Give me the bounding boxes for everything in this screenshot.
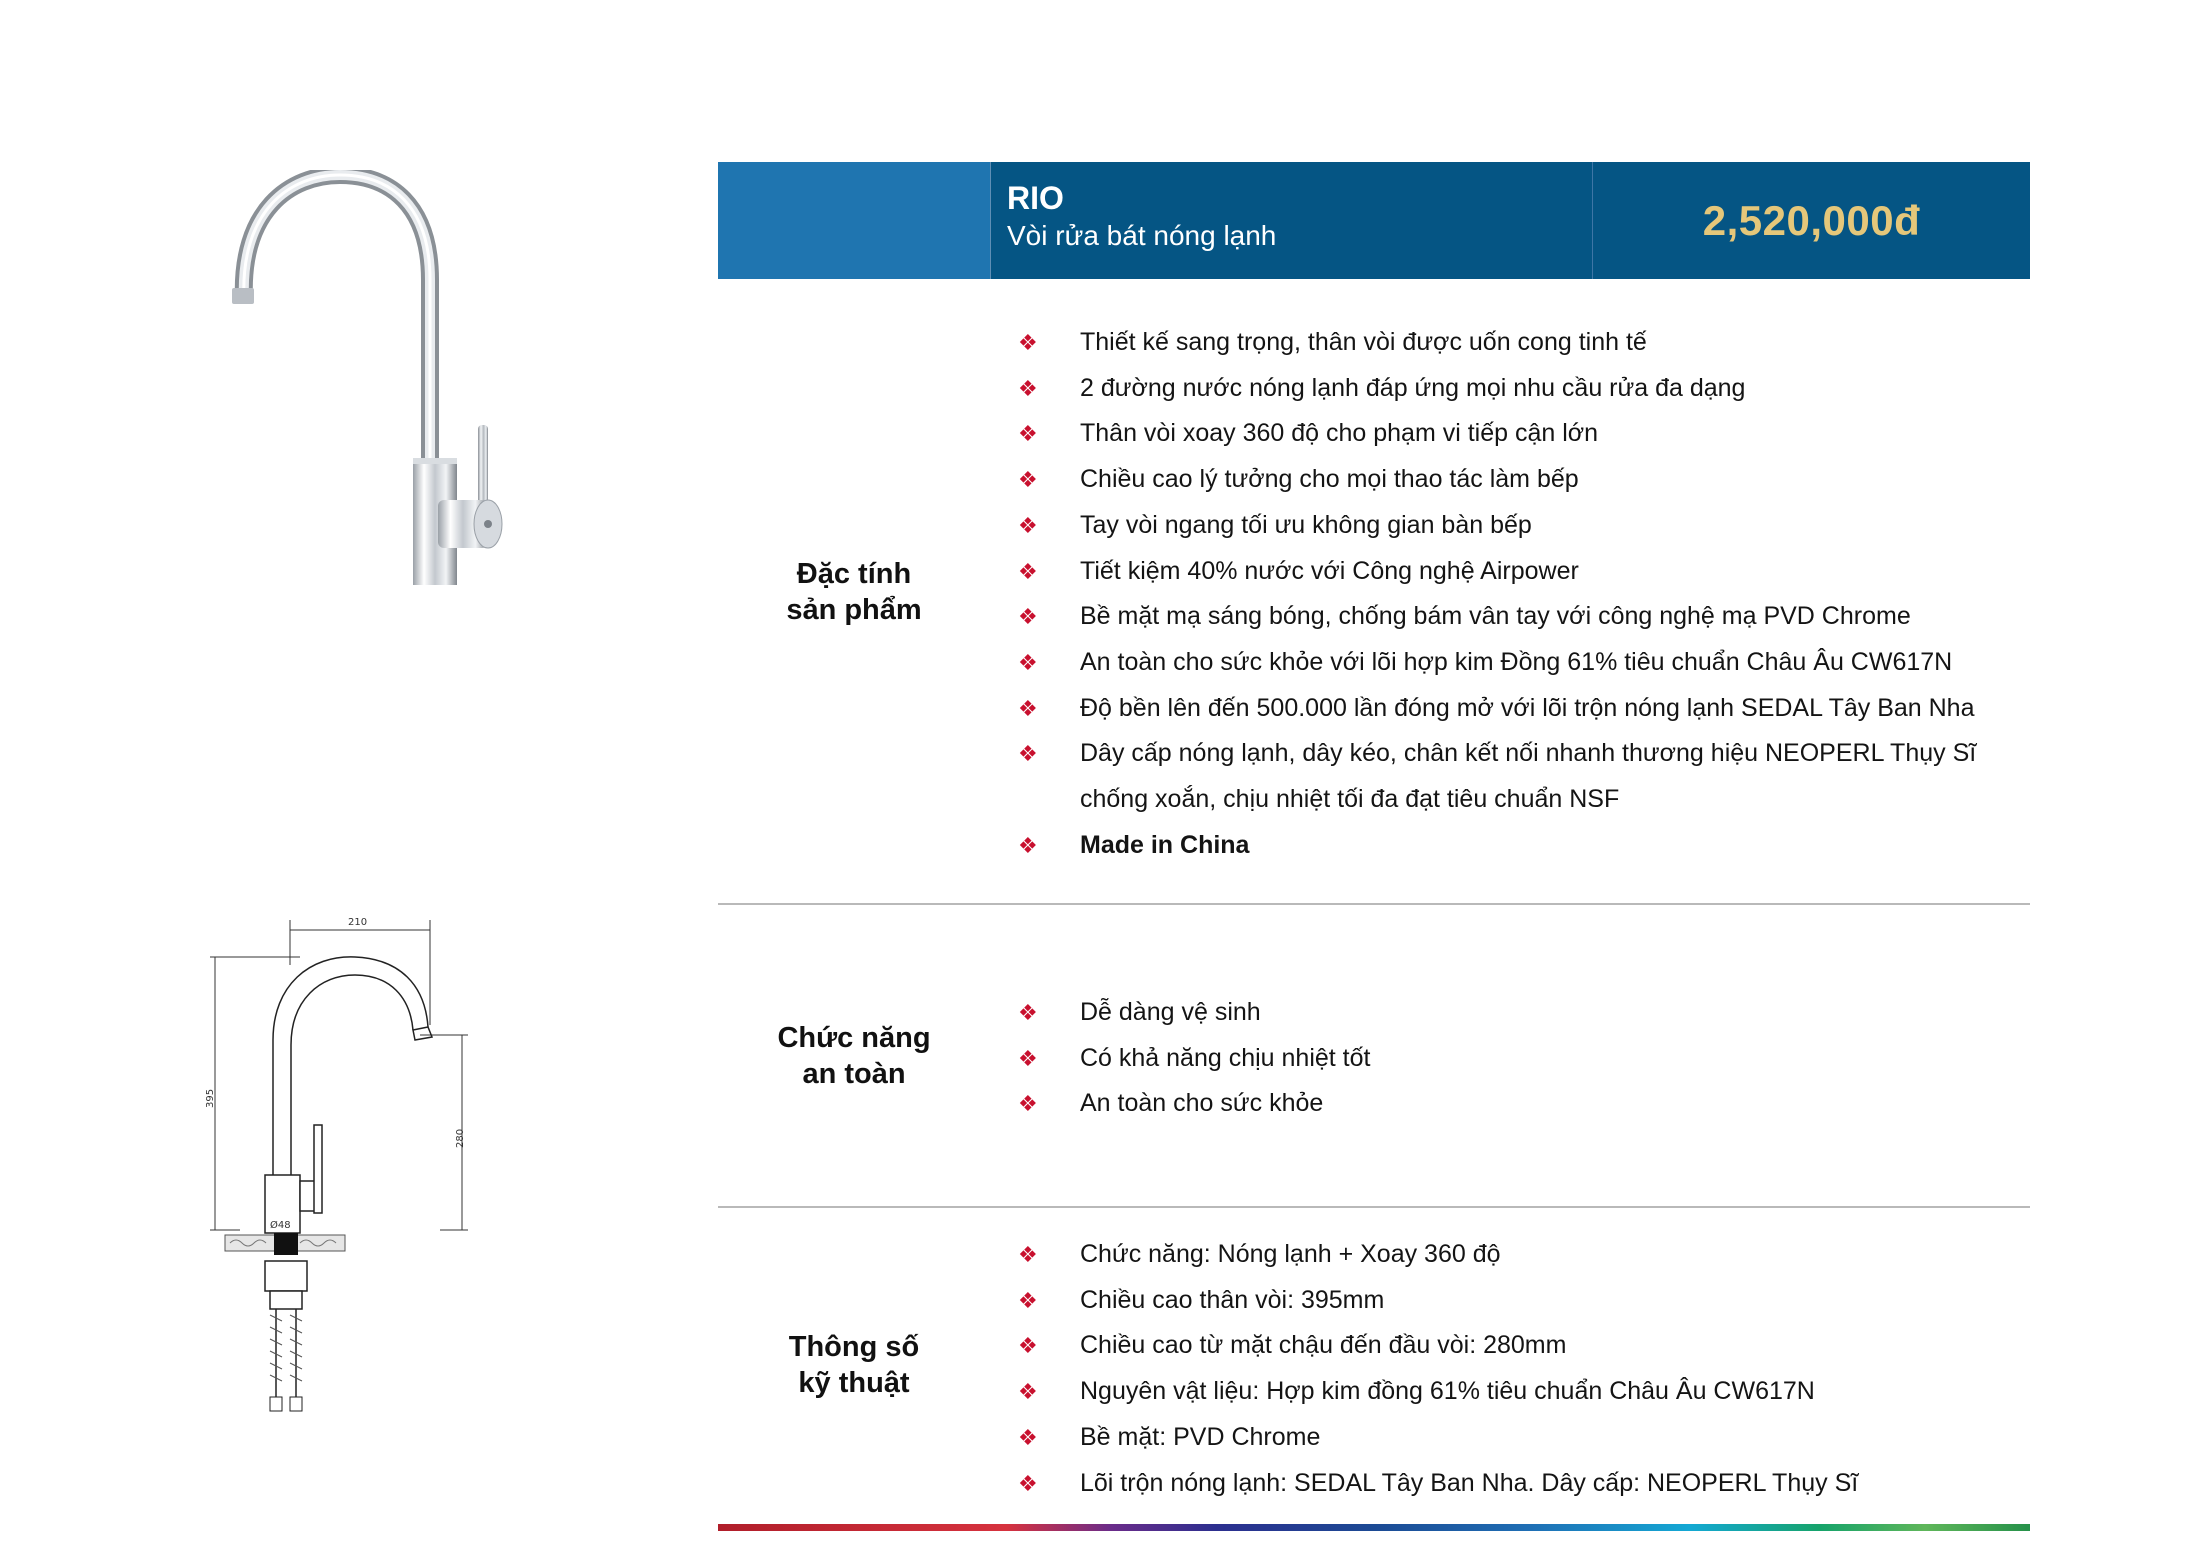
header-product-info [990, 162, 1592, 279]
features-list [1018, 320, 1976, 868]
specs-label-line1: Thông số [788, 1331, 920, 1363]
list-item: ❖ 2 đường nước nóng lạnh đáp ứng mọi nhu cầu rửa đa dạng [1018, 366, 1976, 412]
header-spacer [718, 162, 990, 279]
list-item: ❖ Dây cấp nóng lạnh, dây kéo, chân kết nối nhanh thương hiệu NEOPERL Thụy Sĩ [1018, 731, 1976, 777]
safety-label-line1: Chức năng [777, 1022, 931, 1054]
bullet-icon: ❖ [1018, 695, 1038, 721]
safety-section [718, 990, 2030, 1210]
specs-section-label [718, 1329, 990, 1401]
list-item: ❖ Bề mặt mạ sáng bóng, chống bám vân tay với công nghệ mạ PVD Chrome [1018, 594, 1976, 640]
bullet-icon: ❖ [1018, 1091, 1038, 1117]
features-label-line1: Đặc tính [796, 558, 912, 590]
bullet-icon: ❖ [1018, 375, 1038, 401]
brand-color-strip [718, 1524, 2030, 1531]
list-item: ❖ Bề mặt: PVD Chrome [1018, 1415, 1858, 1461]
list-item: ❖ Độ bền lên đến 500.000 lần đóng mở với lõi trộn nóng lạnh SEDAL Tây Ban Nha [1018, 686, 1976, 732]
features-section [718, 320, 2030, 880]
list-item: ❖ Chiều cao từ mặt chậu đến đầu vòi: 280mm [1018, 1323, 1858, 1369]
list-item: ❖ Tiết kiệm 40% nước với Công nghệ Airpower [1018, 549, 1976, 595]
list-item: ❖ Chiều cao lý tưởng cho mọi thao tác làm bếp [1018, 457, 1976, 503]
bullet-icon: ❖ [1018, 558, 1038, 584]
safety-label-line2: an toàn [802, 1058, 906, 1090]
bullet-icon: ❖ [1018, 1000, 1038, 1025]
safety-section-label [718, 1020, 990, 1092]
list-item: ❖ Thiết kế sang trọng, thân vòi được uốn cong tinh tế [1018, 320, 1976, 366]
product-name: RIO [1007, 180, 1064, 216]
bullet-icon: ❖ [1018, 1379, 1038, 1405]
bullet-icon: ❖ [1018, 649, 1038, 675]
list-item: ❖ Chức năng: Nóng lạnh + Xoay 360 độ [1018, 1232, 1858, 1278]
list-item: ❖ Thân vòi xoay 360 độ cho phạm vi tiếp cận lớn [1018, 411, 1976, 457]
list-item: ❖ Lõi trộn nóng lạnh: SEDAL Tây Ban Nha. Dây cấp: NEOPERL Thụy Sĩ [1018, 1461, 1858, 1507]
list-item: ❖ An toàn cho sức khỏe [1018, 1081, 1370, 1127]
bullet-icon: ❖ [1018, 832, 1038, 858]
dimension-diameter-label: Ø48 [270, 1220, 291, 1231]
bullet-icon: ❖ [1018, 1287, 1038, 1313]
dimension-spout-label: 280 [455, 1128, 466, 1148]
specs-list [1018, 1232, 1858, 1506]
features-section-label [718, 556, 990, 628]
list-item: ❖ Chiều cao thân vòi: 395mm [1018, 1278, 1858, 1324]
bullet-icon: ❖ [1018, 421, 1038, 447]
list-item: ❖ Tay vòi ngang tối ưu không gian bàn bếp [1018, 503, 1976, 549]
bullet-icon: ❖ [1018, 1333, 1038, 1359]
list-item: ❖ An toàn cho sức khỏe với lõi hợp kim Đồng 61% tiêu chuẩn Châu Âu CW617N [1018, 640, 1976, 686]
bullet-icon: ❖ [1018, 467, 1038, 493]
list-item-continuation: chống xoắn, chịu nhiệt tối đa đạt tiêu chuẩn NSF [1080, 785, 1620, 814]
list-item-origin: ❖ Made in China [1018, 823, 1976, 869]
product-header [718, 162, 2030, 279]
dimension-height-label: 395 [205, 1088, 216, 1108]
product-photo [230, 170, 530, 590]
bullet-icon: ❖ [1018, 1045, 1038, 1071]
bullet-icon: ❖ [1018, 1470, 1038, 1496]
dimension-width-label: 210 [348, 917, 368, 928]
bullet-icon: ❖ [1018, 1424, 1038, 1450]
technical-drawing [200, 905, 500, 1425]
list-item: ❖ Nguyên vật liệu: Hợp kim đồng 61% tiêu chuẩn Châu Âu CW617N [1018, 1369, 1858, 1415]
product-subtitle: Vòi rửa bát nóng lạnh [1007, 220, 1277, 251]
list-item: ❖ Dễ dàng vệ sinh [1018, 990, 1370, 1036]
specs-section [718, 1232, 2030, 1522]
header-price-cell [1592, 162, 2030, 279]
features-label-line2: sản phẩm [786, 594, 922, 626]
list-item: ❖ Có khả năng chịu nhiệt tốt [1018, 1036, 1370, 1082]
bullet-icon: ❖ [1018, 741, 1038, 767]
specs-label-line2: kỹ thuật [798, 1367, 910, 1399]
safety-list [1018, 990, 1370, 1127]
bullet-icon: ❖ [1018, 1242, 1038, 1267]
section-divider [718, 903, 2030, 905]
section-divider [718, 1206, 2030, 1208]
bullet-icon: ❖ [1018, 604, 1038, 630]
bullet-icon: ❖ [1018, 330, 1038, 355]
product-price: 2,520,000đ [1702, 196, 1921, 244]
bullet-icon: ❖ [1018, 512, 1038, 538]
